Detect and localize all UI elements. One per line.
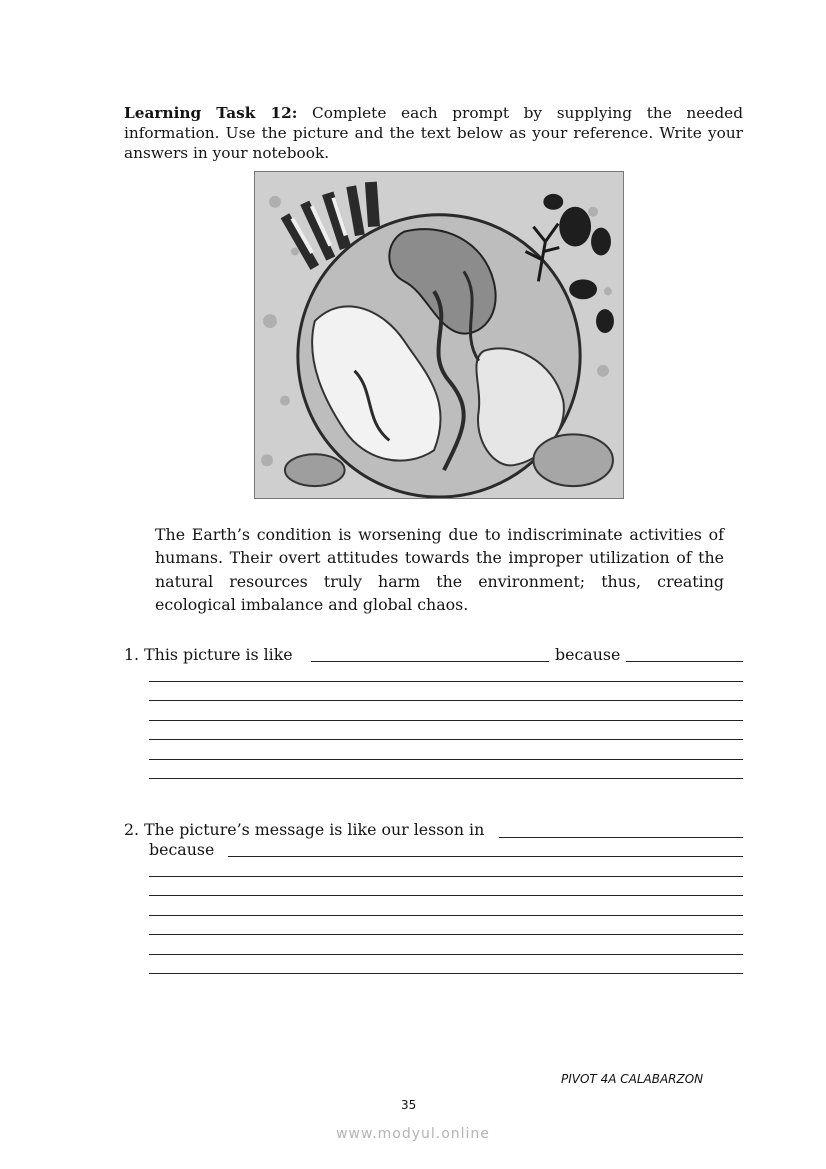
prompt-1-text: This picture is like	[144, 645, 293, 664]
prompt-2-number: 2.	[124, 820, 140, 839]
prompt-2-answer-line[interactable]	[149, 895, 743, 896]
prompt-2-answer-line[interactable]	[149, 934, 743, 935]
prompt-1-reason-blank[interactable]	[626, 661, 743, 662]
prompt-1-answer-blank[interactable]	[311, 661, 549, 662]
prompt-2-reason-blank[interactable]	[228, 856, 743, 857]
prompt-1-answer-line[interactable]	[149, 778, 743, 779]
prompt-2-answer-line[interactable]	[149, 915, 743, 916]
prompt-2-answer-line[interactable]	[149, 973, 743, 974]
page-number: 35	[401, 1098, 417, 1112]
prompt-1-answer-line[interactable]	[149, 759, 743, 760]
prompt-1-label	[124, 645, 293, 665]
prompt-2-answer-blank[interactable]	[499, 837, 743, 838]
earth-illustration-drawing	[255, 172, 623, 498]
prompt-2-answer-line[interactable]	[149, 876, 743, 877]
earth-illustration	[254, 171, 624, 499]
prompt-1-answer-line[interactable]	[149, 681, 743, 682]
prompt-1-answer-line[interactable]	[149, 700, 743, 701]
prompt-2-text: The picture’s message is like our lesson in	[144, 820, 485, 839]
footer-brand: PIVOT 4A CALABARZON	[561, 1072, 704, 1086]
prompt-2-because: because	[149, 840, 215, 859]
task-instructions-text: Complete each prompt by supplying the needed information. Use the picture and the text below as your reference. Write your answers in your notebook.	[124, 104, 743, 162]
prompt-2-answer-line[interactable]	[149, 954, 743, 955]
prompt-1-answer-line[interactable]	[149, 739, 743, 740]
task-title: Learning Task 12:	[124, 104, 298, 122]
task-instructions	[124, 103, 743, 163]
prompt-1-answer-line[interactable]	[149, 720, 743, 721]
watermark: www.modyul.online	[336, 1126, 490, 1142]
prompt-1-because: because	[555, 645, 621, 664]
prompt-2-label	[124, 820, 484, 840]
reading-passage: The Earth’s condition is worsening due to indiscriminate activities of humans. Their overt attitudes towards the improper utilization of the natural resources truly harm the environment; thus, creating ecological imbalance and global chaos.	[155, 525, 724, 615]
prompt-1-number: 1.	[124, 645, 140, 664]
